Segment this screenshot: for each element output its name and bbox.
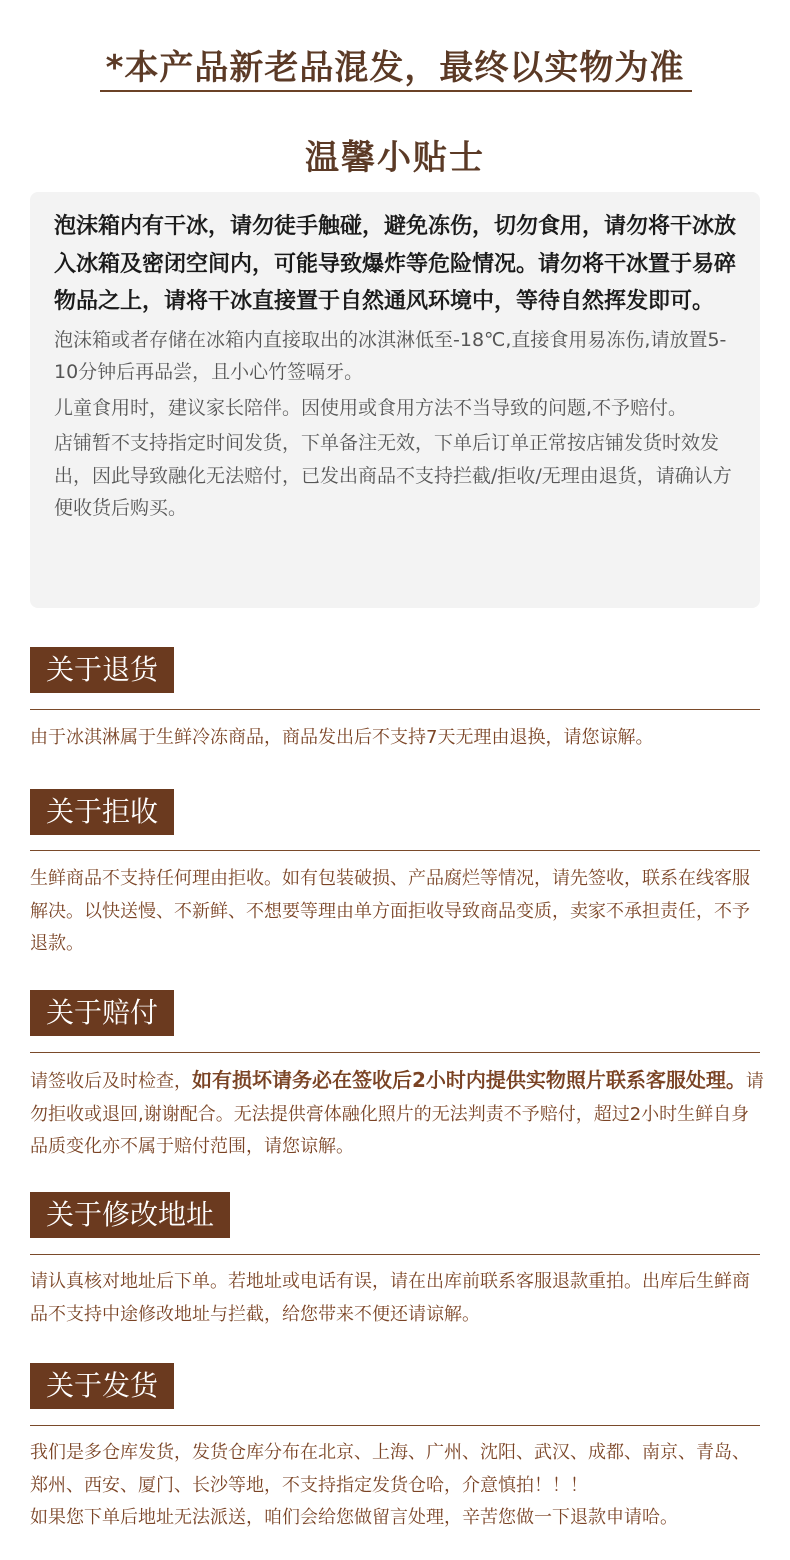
- section-address-title: 关于修改地址: [30, 1192, 230, 1238]
- tips-box: [30, 192, 760, 608]
- tips-title: 温馨小贴士: [305, 138, 485, 178]
- section-refusal-divider: [30, 850, 760, 851]
- section-compensation-text: [30, 1064, 765, 1164]
- tips-paragraph-shipping: 店铺暂不支持指定时间发货，下单备注无效，下单后订单正常按店铺发货时效发出，因此导致融化无法赔付，已发出商品不支持拦截/拒收/无理由退货，请确认方便收货后购买。: [54, 432, 732, 519]
- compensation-text-intro: 请签收后及时检查，: [30, 1071, 192, 1092]
- section-refusal-text: 生鲜商品不支持任何理由拒收。如有包装破损、产品腐烂等情况，请先签收，联系在线客服解决。以快送慢、不新鲜、不想要等理由单方面拒收导致商品变质，卖家不承担责任，不予退款。: [30, 868, 750, 954]
- section-returns-text: 由于冰淇淋属于生鲜冷冻商品，商品发出后不支持7天无理由退换，请您谅解。: [30, 727, 654, 748]
- section-shipping-divider: [30, 1425, 760, 1426]
- tips-paragraph-children: 儿童食用时，建议家长陪伴。因使用或食用方法不当导致的问题,不予赔付。: [54, 396, 688, 419]
- dry-ice-warning: 泡沫箱内有干冰，请勿徒手触碰，避免冻伤，切勿食用，请勿将干冰放入冰箱及密闭空间内，可能导致爆炸等危险情况。请勿将干冰置于易碎物品之上，请将干冰直接置于自然通风环境中，等待自然挥发即可。: [54, 214, 737, 314]
- shipping-warehouses-text: 我们是多仓库发货，发货仓库分布在北京、上海、广州、沈阳、武汉、成都、南京、青岛、郑州、西安、厦门、长沙等地，不支持指定发货仓哈，介意慎拍！！！: [30, 1442, 750, 1496]
- section-refusal-title: 关于拒收: [30, 789, 174, 835]
- shipping-undeliverable-text: 如果您下单后地址无法派送，咱们会给您做留言处理，辛苦您做一下退款申请哈。: [30, 1507, 678, 1528]
- section-address-text: 请认真核对地址后下单。若地址或电话有误，请在出库前联系客服退款重拍。出库后生鲜商品不支持中途修改地址与拦截，给您带来不便还请谅解。: [30, 1271, 750, 1325]
- tips-paragraph-temperature: 泡沫箱或者存储在冰箱内直接取出的冰淇淋低至-18℃,直接食用易冻伤,请放置5-10分钟后再品尝，且小心竹签嗝牙。: [54, 328, 727, 383]
- compensation-text-rest: 请勿拒收或退回,谢谢配合。无法提供膏体融化照片的无法判责不予赔付，超过2小时生鲜自身品质变化亦不属于赔付范围，请您谅解。: [30, 1071, 764, 1157]
- product-notice: *本产品新老品混发，最终以实物为准: [105, 48, 685, 88]
- section-address-divider: [30, 1254, 760, 1255]
- section-compensation-divider: [30, 1052, 760, 1053]
- section-returns-title: 关于退货: [30, 647, 174, 693]
- compensation-text-emphasis: 如有损坏请务必在签收后2小时内提供实物照片联系客服处理。: [192, 1068, 746, 1092]
- section-returns-divider: [30, 709, 760, 710]
- notice-underline: [100, 90, 692, 92]
- section-compensation-title: 关于赔付: [30, 990, 174, 1036]
- section-shipping-title: 关于发货: [30, 1363, 174, 1409]
- section-shipping-text: [30, 1437, 765, 1535]
